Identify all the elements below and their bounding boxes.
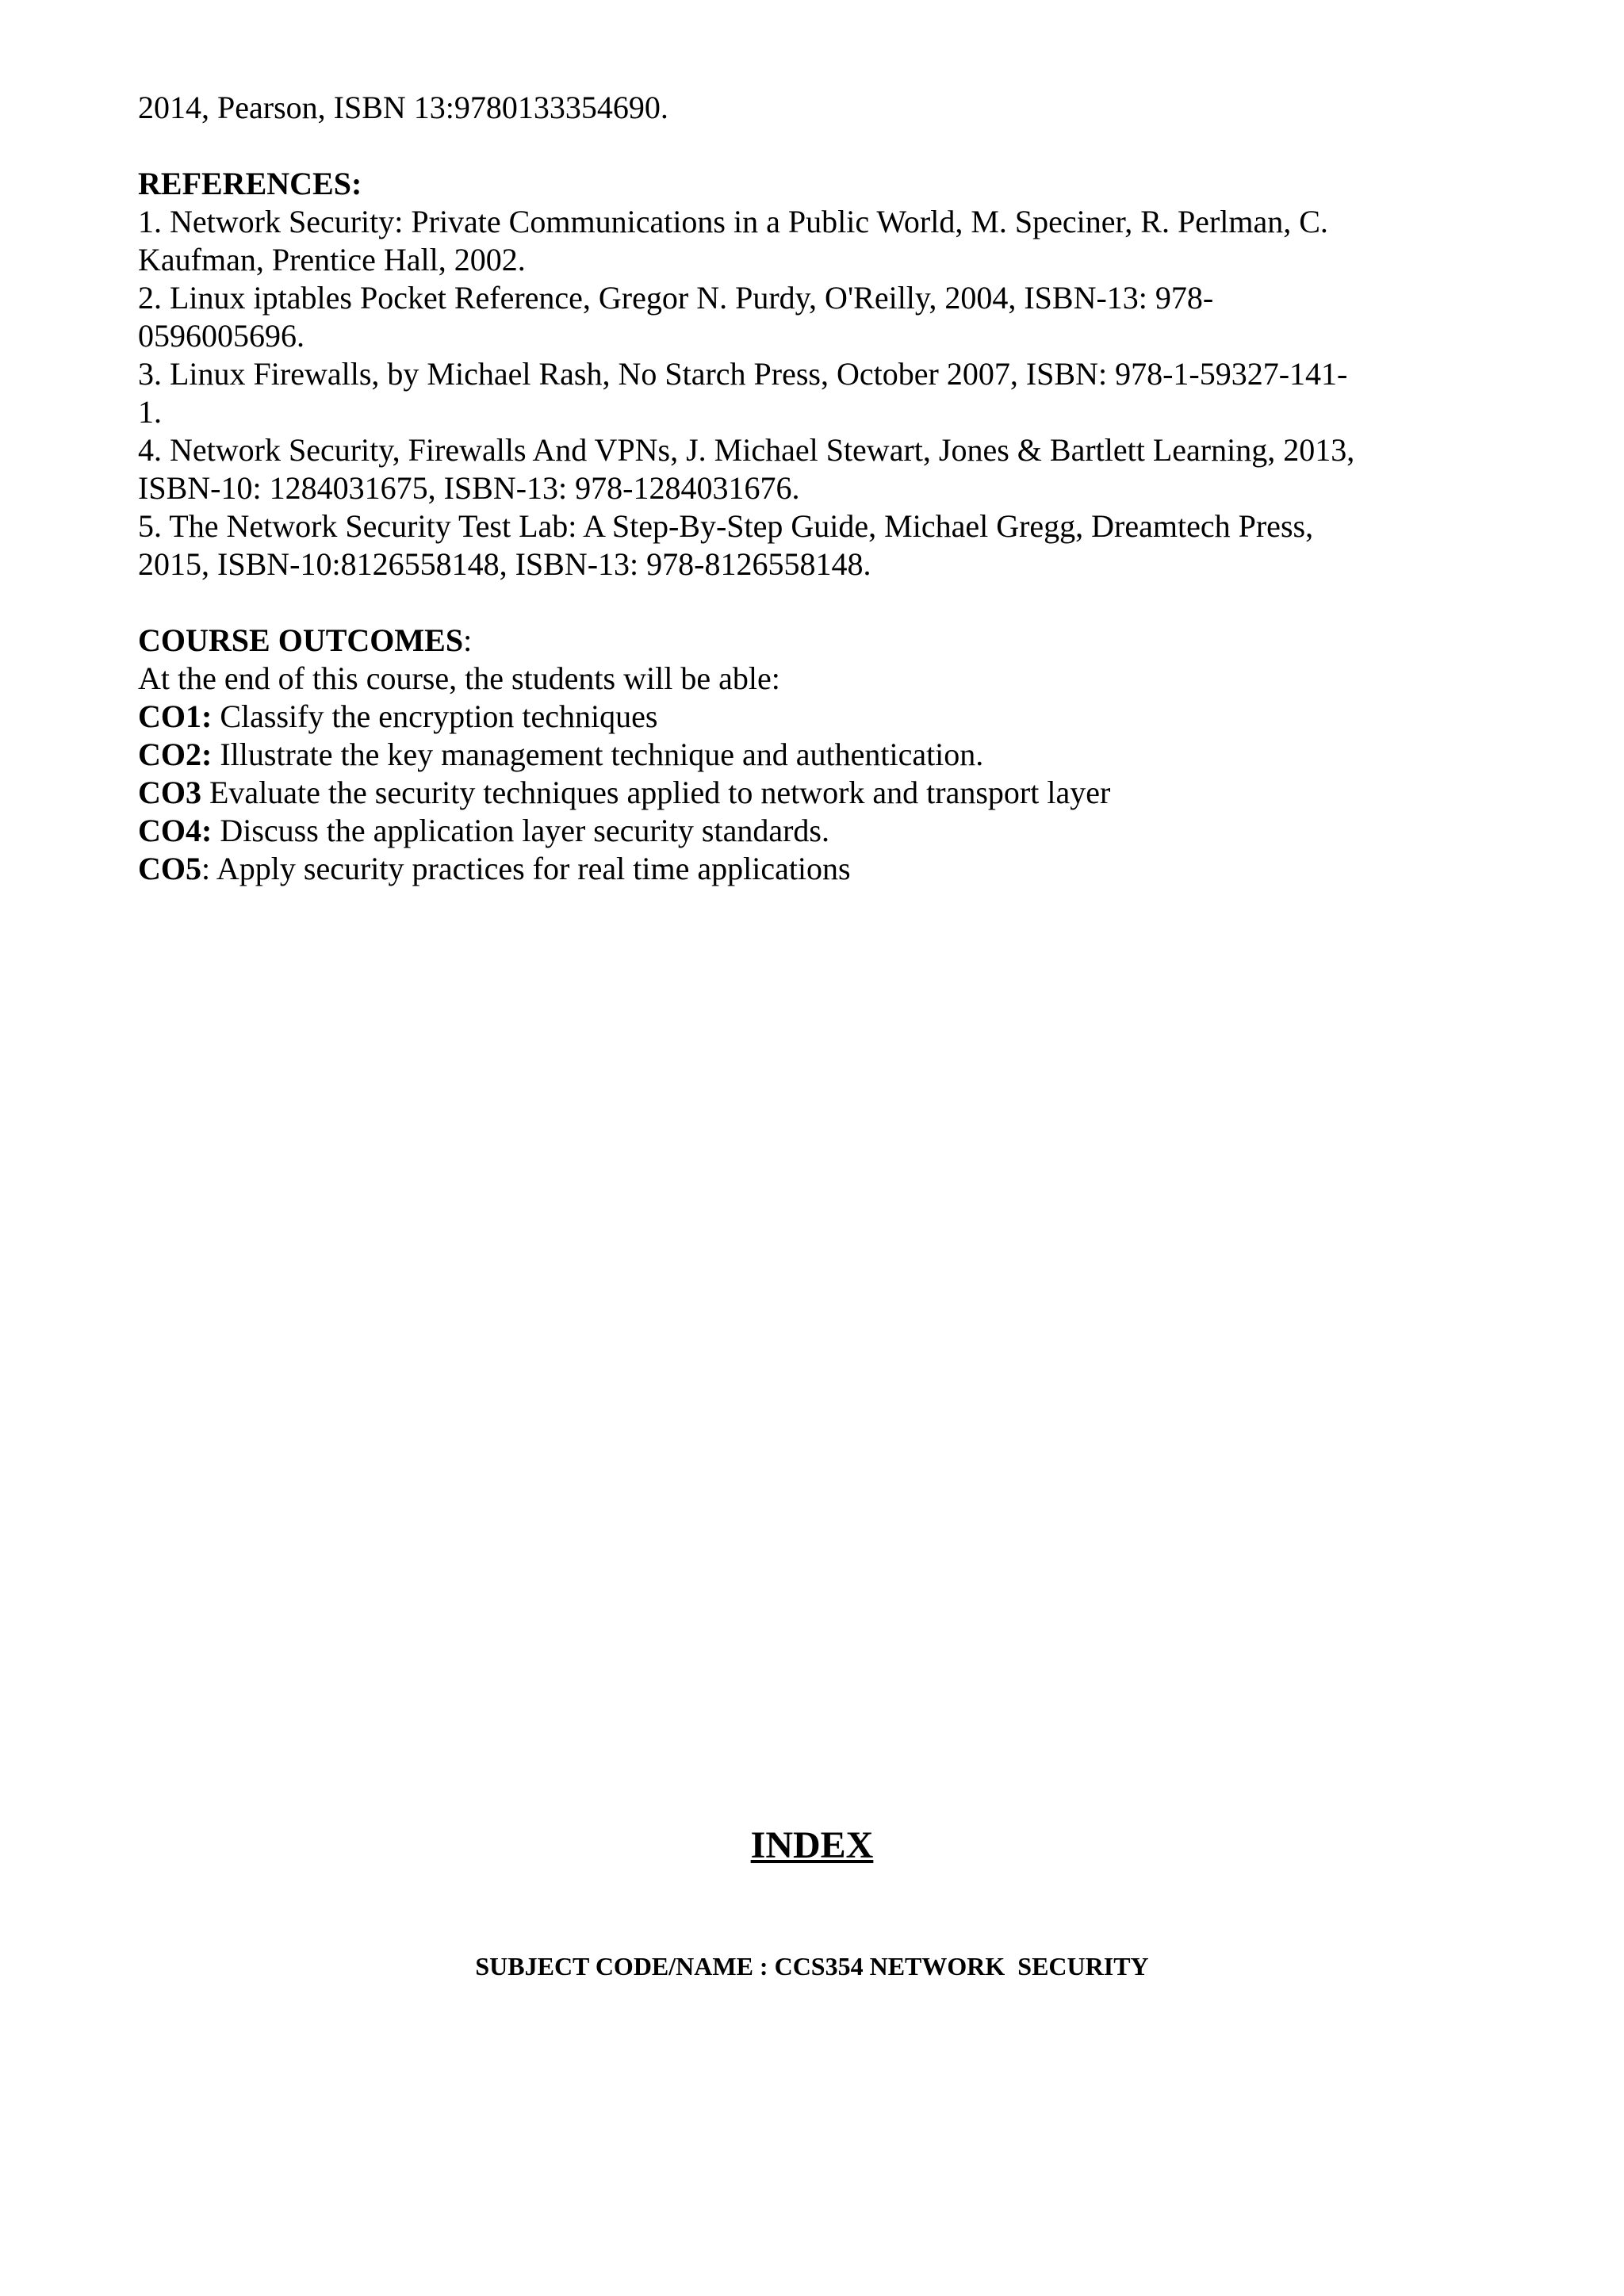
reference-line: 5. The Network Security Test Lab: A Step-By-Step Guide, Michael Gregg, Dreamtech Press, bbox=[138, 508, 1314, 544]
course-outcome-code: CO4: bbox=[138, 813, 213, 848]
course-outcome-item bbox=[138, 812, 1438, 850]
course-outcome-text: Illustrate the key management technique and authentication. bbox=[212, 737, 984, 772]
subject-code-name: SUBJECT CODE/NAME : CCS354 NETWORK SECURITY bbox=[475, 1952, 1149, 1980]
course-outcome-code: CO3 bbox=[138, 775, 201, 810]
reference-line: 2015, ISBN-10:8126558148, ISBN-13: 978-8126558148. bbox=[138, 546, 871, 582]
course-outcomes-section bbox=[138, 622, 1438, 888]
reference-line: 4. Network Security, Firewalls And VPNs, J. Michael Stewart, Jones & Bartlett Learning, 2013, bbox=[138, 432, 1355, 468]
document-body bbox=[138, 89, 1438, 888]
course-outcome-code: CO1: bbox=[138, 698, 213, 734]
course-outcome-item bbox=[138, 774, 1438, 812]
course-outcome-item bbox=[138, 736, 1438, 774]
reference-line: ISBN-10: 1284031675, ISBN-13: 978-1284031676. bbox=[138, 470, 800, 506]
reference-line: 2. Linux iptables Pocket Reference, Gregor N. Purdy, O'Reilly, 2004, ISBN-13: 978- bbox=[138, 280, 1214, 316]
spacer bbox=[138, 127, 1438, 165]
course-outcome-code: CO2: bbox=[138, 737, 213, 772]
index-title: INDEX bbox=[750, 1824, 874, 1866]
course-outcome-item bbox=[138, 698, 1438, 736]
course-outcome-text: Classify the encryption techniques bbox=[212, 698, 658, 734]
course-outcomes-intro: At the end of this course, the students will be able: bbox=[138, 660, 780, 696]
reference-line: 0596005696. bbox=[138, 318, 304, 354]
course-outcome-text: : Apply security practices for real time applications bbox=[201, 851, 851, 886]
course-outcomes-heading-line bbox=[138, 622, 1438, 660]
course-outcome-text: Discuss the application layer security standards. bbox=[212, 813, 829, 848]
continuation-line: 2014, Pearson, ISBN 13:9780133354690. bbox=[138, 90, 668, 125]
course-outcomes-heading-colon: : bbox=[463, 622, 473, 658]
spacer bbox=[138, 584, 1438, 622]
course-outcomes-heading: COURSE OUTCOMES bbox=[138, 622, 464, 658]
reference-line: Kaufman, Prentice Hall, 2002. bbox=[138, 242, 526, 277]
course-outcome-text: Evaluate the security techniques applied to network and transport layer bbox=[201, 775, 1111, 810]
course-outcome-code: CO5 bbox=[138, 851, 201, 886]
reference-line: 1. Network Security: Private Communications in a Public World, M. Speciner, R. Perlman, C. bbox=[138, 204, 1328, 239]
course-outcome-item bbox=[138, 850, 1438, 888]
references-section bbox=[138, 165, 1438, 584]
reference-line: 1. bbox=[138, 394, 162, 430]
references-heading: REFERENCES: bbox=[138, 166, 362, 201]
reference-line: 3. Linux Firewalls, by Michael Rash, No Starch Press, October 2007, ISBN: 978-1-59327-141- bbox=[138, 356, 1348, 392]
